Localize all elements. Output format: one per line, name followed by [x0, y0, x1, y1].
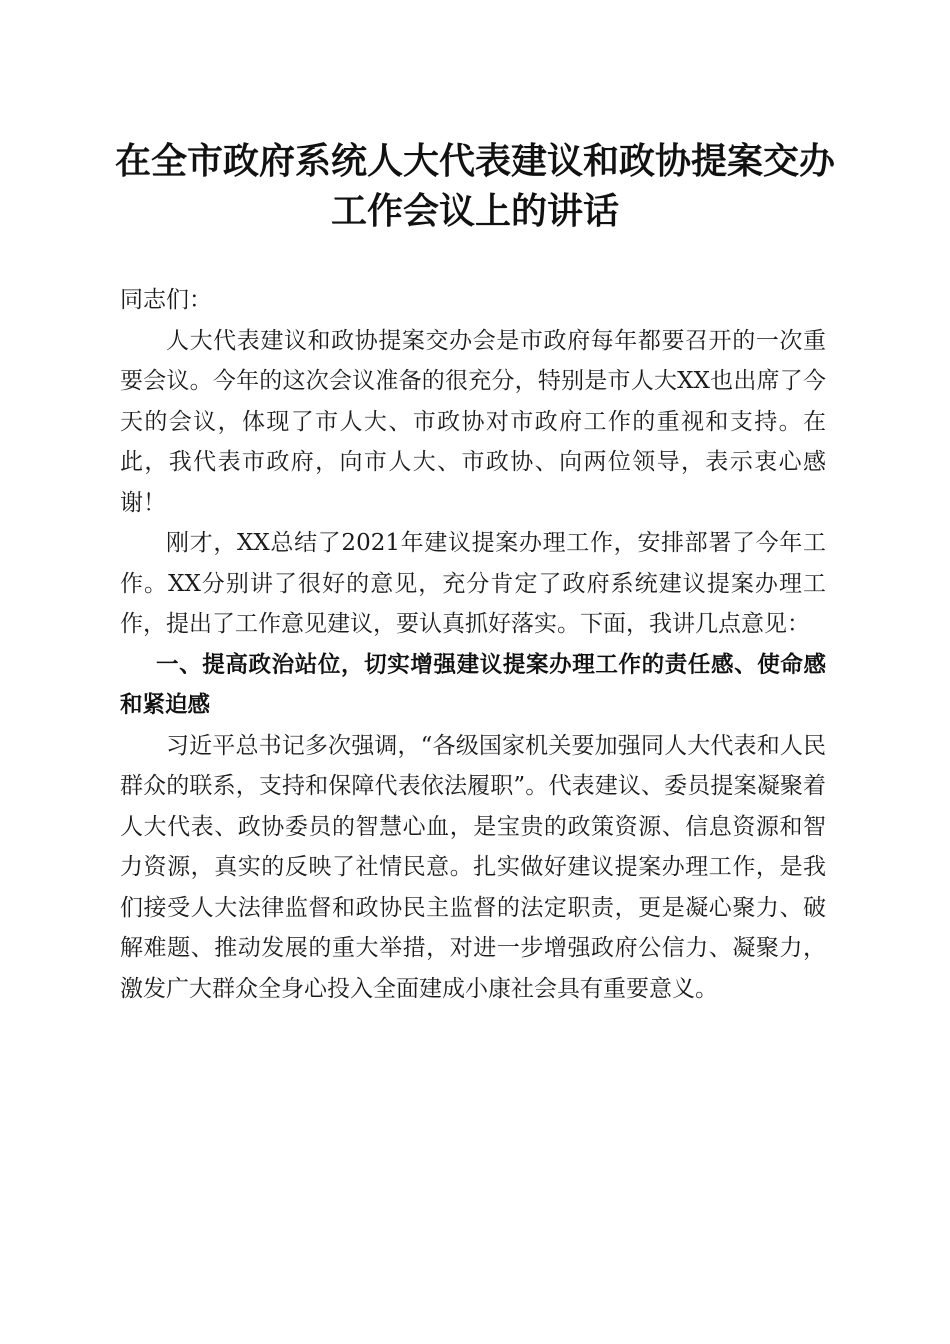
title-line-2: 工作会议上的讲话	[330, 190, 619, 232]
salutation: 同志们：	[120, 287, 212, 313]
paragraph-opening: 人大代表建议和政协提案交办会是市政府每年都要召开的一次重要会议。今年的这次会议准备的很充分，特别是市人大XX也出席了今天的会议，体现了市人大、市政协对市政府工作的重视和支持。在此，我代表市政府，向市人大、市政协、向两位领导，表示衷心感谢！	[120, 327, 826, 516]
section-paragraph: 习近平总书记多次强调，“各级国家机关要加强同人大代表和人民群众的联系，支持和保障代表依法履职”。代表建议、委员提案凝聚着人大代表、政协委员的智慧心血，是宝贵的政策资源、信息资源和智力资源，真实的反映了社情民意。扎实做好建议提案办理工作，是我们接受人大法律监督和政协民主监督的法定职责，更是凝心聚力、破解难题、推动发展的重大举措，对进一步增强政府公信力、凝聚力，激发广大群众全身心投入全面建成小康社会具有重要意义。	[120, 732, 826, 1002]
title-line-1: 在全市政府系统人大代表建议和政协提案交办	[114, 140, 835, 182]
document-title	[100, 136, 850, 236]
section-heading: 一、提高政治站位，切实增强建议提案办理工作的责任感、使命感和紧迫感	[120, 651, 826, 718]
document-body	[120, 280, 826, 1009]
paragraph-review: 刚才，XX总结了2021年建议提案办理工作，安排部署了今年工作。XX分别讲了很好的意见，充分肯定了政府系统建议提案办理工作，提出了工作意见建议，要认真抓好落实。下面，我讲几点意见：	[120, 530, 826, 637]
